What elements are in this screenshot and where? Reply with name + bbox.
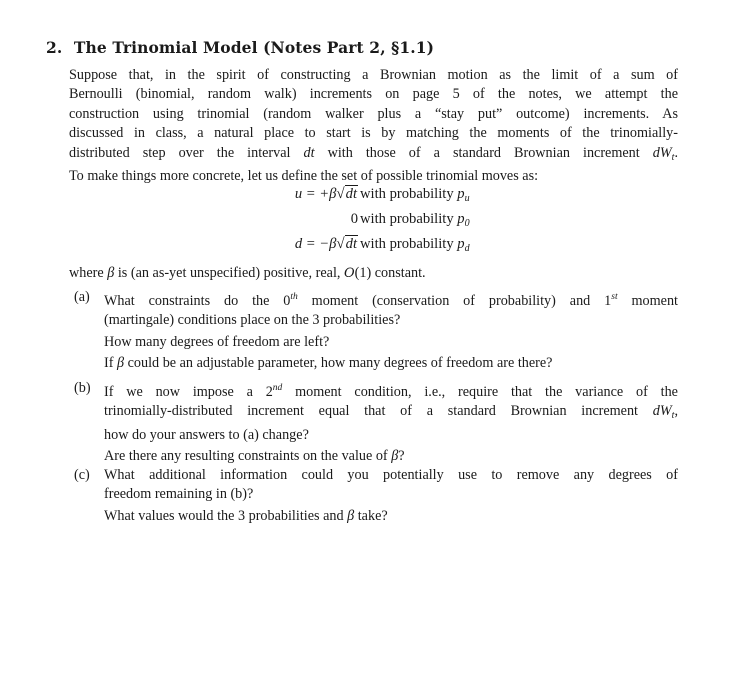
part-c-question: What values would the 3 probabilities and β take?	[104, 507, 388, 524]
problem-page: 2. The Trinomial Model (Notes Part 2, §1.1) Suppose that, in the spirit of constructing a Brownian motion as the limit of a sum of Bernoulli (binomial, random walk) increments on page 5 of the notes, we attempt the construction using trinomial (random walker plus a “stay put” outcome) increments. As discussed in class, a natural place to start is by matching the moments of the trinomially- distributed step over the interval dt with those of a standard Brownian increment $dW_t$. To make things more concrete, let us define the set of possible trinomial moves as: u = +β√dt with probability $p_u$ 0 with probability $p_0$ d = −β√dt with probability $p_d$ where β is (an as-yet unspecified) positive, real, O(1) constant. (a) What constraints do the 0th moment (conservation of probability) and 1st moment (martingale) conditions place on the 3 probabilities? How many degrees of freedom are left? If β could be an adjustable parameter, how many degrees of freedom are there? (b) If we now impose a 2nd moment condition, i.e., require that the variance of the trinomially-distributed increment equal that of a standard Brownian increment $dW_t$, how do your answers to (a) change? Are there any resulting constraints on the value of β? (c) What additional information could you potentially use to remove any degrees of freedom remaining in (b)? What values would the 3 probabilities and β take?	[0, 0, 743, 687]
part-b-label: (b)	[74, 380, 91, 396]
part-a-line: (martingale) conditions place on the 3 probabilities?	[104, 312, 401, 329]
intro-line: Bernoulli (binomial, random walk) increments on page 5 of the notes, we attempt the	[69, 86, 678, 103]
part-b-line: If we now impose a 2nd moment condition, i.e., require that the variance of the	[104, 383, 678, 400]
part-a-question: If β could be an adjustable parameter, how many degrees of freedom are there?	[104, 355, 553, 372]
part-a-line: What constraints do the 0th moment (conservation of probability) and 1st moment	[104, 292, 678, 309]
part-a-label: (a)	[74, 289, 90, 305]
part-a-question: How many degrees of freedom are left?	[104, 333, 330, 350]
intro-line: To make things more concrete, let us define the set of possible trinomial moves as:	[69, 168, 539, 185]
intro-line: distributed step over the interval dt with those of a standard Brownian increment $dW_t$.	[69, 144, 678, 163]
intro-paragraph	[69, 66, 678, 186]
problem-heading	[46, 38, 434, 57]
part-b-line: trinomially-distributed increment equal that of a standard Brownian increment $dW_t$,	[104, 403, 678, 422]
intro-line: Suppose that, in the spirit of constructing a Brownian motion as the limit of a sum of	[69, 67, 678, 83]
part-c-label: (c)	[74, 467, 90, 483]
part-c-line: freedom remaining in (b)?	[104, 486, 254, 503]
part-b-question: Are there any resulting constraints on the value of β?	[104, 448, 405, 465]
part-b-line: how do your answers to (a) change?	[104, 426, 309, 443]
intro-line: discussed in class, a natural place to start is by matching the moments of the trinomially-	[69, 125, 678, 142]
problem-title: The Trinomial Model (Notes Part 2, §1.1)	[73, 38, 435, 57]
intro-line: construction using trinomial (random walker plus a “stay put” outcome) increments. As	[69, 105, 678, 122]
part-c-line: What additional information could you potentially use to remove any degrees of	[104, 467, 678, 483]
problem-number: 2.	[46, 38, 63, 57]
where-line: where β is (an as-yet unspecified) positive, real, O(1) constant.	[69, 265, 426, 281]
